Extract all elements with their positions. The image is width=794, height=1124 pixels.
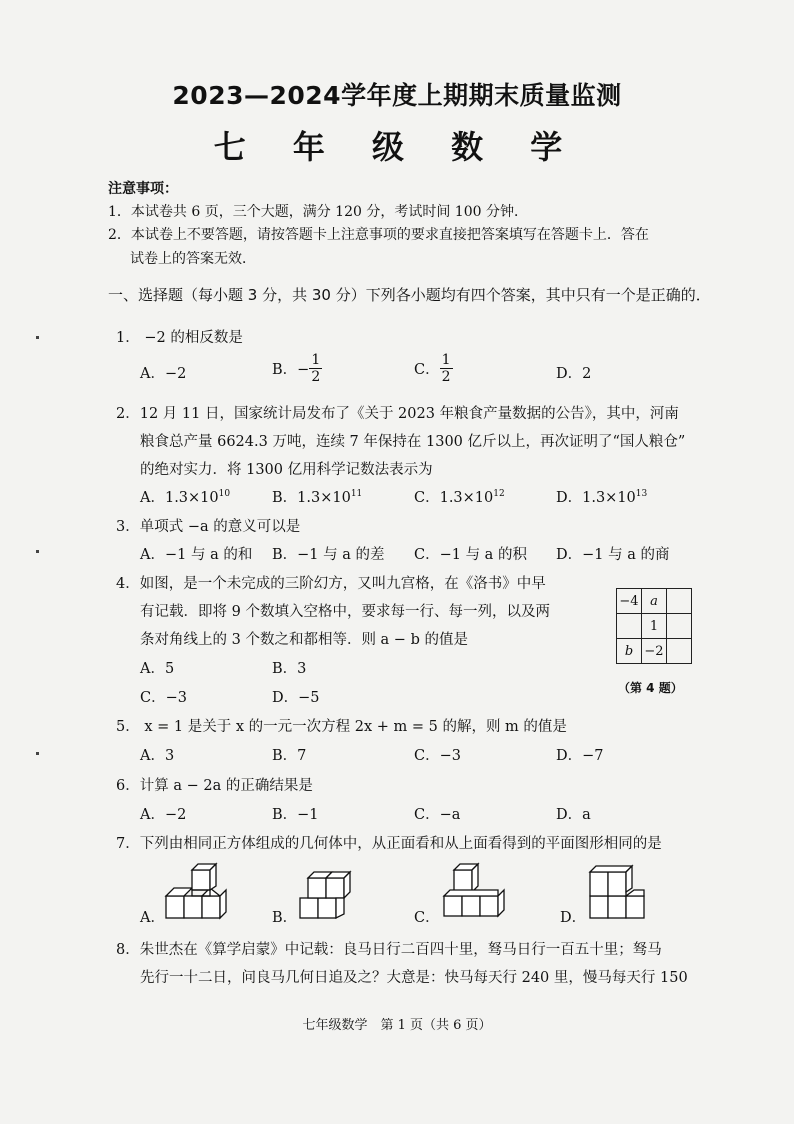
q4-line-1: 4．如图，是一个未完成的三阶幻方，又叫九宫格，在《洛书》中早 (116, 576, 546, 592)
grid-cell: b (617, 639, 642, 664)
q2-option-b-exponent: 11 (350, 489, 363, 500)
q6-stem: 6．计算 a − 2a 的正确结果是 (116, 778, 313, 794)
grid-row (617, 614, 692, 639)
q3-option-d: D．−1 与 a 的商 (556, 547, 670, 563)
q3-stem: 3．单项式 −a 的意义可以是 (116, 519, 301, 535)
q2-option-a-exponent: 10 (218, 489, 231, 500)
q6-option-c: C．−a (414, 807, 461, 823)
notice-item-1: 1．本试卷共 6 页，三个大题，满分 120 分，考试时间 100 分钟． (108, 204, 528, 220)
q5-option-c: C．−3 (414, 748, 461, 764)
q2-option-c-base: C．1.3×10 (414, 490, 494, 506)
grid-cell (667, 614, 692, 639)
q2-option-c (414, 486, 505, 507)
q2-option-d-base: D．1.3×10 (556, 490, 636, 506)
q4-option-a: A．5 (140, 661, 175, 677)
grid-cell (667, 639, 692, 664)
grid-cell: −4 (617, 589, 642, 614)
notice-heading: 注意事项： (108, 181, 178, 197)
grid-cell: a (642, 589, 667, 614)
q4-line-3: 条对角线上的 3 个数之和都相等．则 a − b 的值是 (140, 632, 468, 648)
q3-option-b: B．−1 与 a 的差 (272, 547, 385, 563)
q2-option-b-base: B．1.3×10 (272, 490, 351, 506)
q4-option-d: D．−5 (272, 690, 320, 706)
q2-option-a-base: A．1.3×10 (140, 490, 219, 506)
q8-line-1: 8．朱世杰在《算学启蒙》中记载：良马日行二百四十里，驽马日行一百五十里；驽马 (116, 942, 662, 958)
q5-option-b: B．7 (272, 748, 307, 764)
page-footer: 七年级数学 第 1 页（共 6 页） (302, 1018, 492, 1033)
q3-option-c: C．−1 与 a 的积 (414, 547, 527, 563)
cube-figure-a (160, 858, 230, 924)
section-1-heading: 一、选择题（每小题 3 分，共 30 分）下列各小题均有四个答案，其中只有一个是正确的． (108, 286, 711, 304)
grid-row (617, 589, 692, 614)
q2-line-2: 粮食总产量 6624.3 万吨，连续 7 年保持在 1300 亿斤以上，再次证明了“国人粮仓” (140, 434, 686, 450)
q5-stem: 5． x = 1 是关于 x 的一元一次方程 2x + m = 5 的解，则 m 的值是 (116, 719, 567, 735)
fraction-numerator: 1 (311, 352, 321, 368)
q3-option-a: A．−1 与 a 的和 (140, 547, 253, 563)
subject-title: 七 年 级 数 学 (213, 128, 581, 166)
q7-option-b: B． (272, 910, 298, 926)
q2-option-d (556, 486, 647, 507)
figure-caption: （第 4 题） (618, 681, 683, 695)
q8-line-2: 先行一十二日，问良马几何日追及之？大意是：快马每天行 240 里，慢马每天行 150 (140, 970, 688, 986)
grid-cell (667, 589, 692, 614)
q5-option-a: A．3 (140, 748, 175, 764)
q4-option-b: B．3 (272, 661, 307, 677)
q2-line-3: 的绝对实力．将 1300 亿用科学记数法表示为 (140, 462, 433, 478)
cube-figure-d (584, 858, 654, 924)
q1-option-c (414, 352, 453, 385)
fraction-numerator: 1 (441, 352, 451, 368)
q2-option-a (140, 486, 230, 507)
fraction (440, 352, 453, 385)
fraction-denominator: 2 (441, 369, 451, 385)
q4-line-2: 有记载．即将 9 个数填入空格中，要求每一行、每一列，以及两 (140, 604, 550, 620)
q1-stem: 1． −2 的相反数是 (116, 330, 243, 346)
q4-option-c: C．−3 (140, 690, 187, 706)
margin-mark (36, 752, 39, 755)
q2-line-1: 2．12 月 11 日，国家统计局发布了《关于 2023 年粮食产量数据的公告》，其中，河南 (116, 406, 679, 422)
grid-cell (617, 614, 642, 639)
q5-option-d: D．−7 (556, 748, 604, 764)
q7-option-c: C． (414, 910, 440, 926)
q6-option-a: A．−2 (140, 807, 187, 823)
exam-title: 2023—2024学年度上期期末质量监测 (172, 81, 622, 110)
q7-option-d: D． (560, 910, 587, 926)
cube-figure-b (294, 858, 364, 924)
magic-square-figure (616, 588, 692, 664)
fraction-denominator: 2 (311, 369, 321, 385)
fraction (309, 352, 322, 385)
grid-cell: −2 (642, 639, 667, 664)
q1-option-c-prefix: C． (414, 362, 440, 378)
q1-option-b-prefix: B．− (272, 362, 310, 378)
cube-figure-c (440, 856, 510, 924)
q2-option-c-exponent: 12 (493, 489, 505, 500)
margin-mark (36, 550, 39, 553)
q2-option-b (272, 486, 362, 507)
grid-row (617, 639, 692, 664)
q6-option-b: B．−1 (272, 807, 319, 823)
q6-option-d: D．a (556, 807, 591, 823)
q2-option-d-exponent: 13 (635, 489, 648, 500)
notice-item-2: 2．本试卷上不要答题，请按答题卡上注意事项的要求直接把答案填写在答题卡上．答在 (108, 227, 649, 243)
q7-option-a: A． (140, 910, 165, 926)
q7-stem: 7．下列由相同正方体组成的几何体中，从正面看和从上面看得到的平面图形相同的是 (116, 836, 662, 852)
q1-option-b (272, 352, 322, 385)
grid-cell: 1 (642, 614, 667, 639)
magic-square-grid (616, 588, 692, 664)
q1-option-d: D．2 (556, 366, 592, 382)
notice-item-2-cont: 试卷上的答案无效． (130, 251, 256, 267)
margin-mark (36, 336, 39, 339)
q1-option-a: A．−2 (140, 366, 187, 382)
